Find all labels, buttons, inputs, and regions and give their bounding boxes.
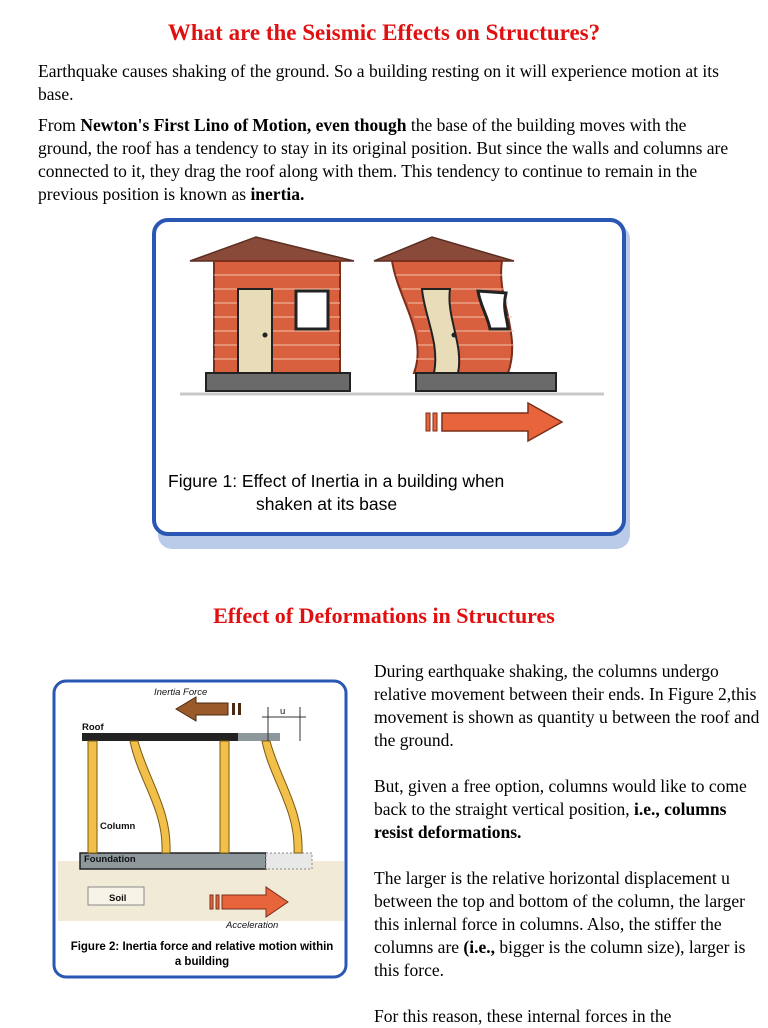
r2-bold: i.e., columns resist deformations. xyxy=(374,799,727,842)
r3-tail: bigger is the column size), larger is this force. xyxy=(374,937,746,980)
label-inertia-force: Inertia Force xyxy=(154,687,208,698)
figure-2-caption-line-2: a building xyxy=(174,956,230,968)
label-acceleration: Acceleration xyxy=(226,920,279,931)
right-paragraph-3 xyxy=(374,867,762,982)
column-straight-right xyxy=(220,741,229,853)
p2-mid: the base of the building moves with the ground, the roof has a tendency to stay in its original position. But since the walls and columns are connected to it, they drag the roof along with them. This tendency to continue to remain in the previous position is known as xyxy=(38,115,729,204)
figure-1-caption xyxy=(168,470,608,516)
intro-paragraph-2 xyxy=(38,114,738,206)
right-paragraph-4: For this reason, these internal forces in the xyxy=(374,1006,672,1026)
house-upright xyxy=(190,237,354,391)
roof-displaced xyxy=(238,733,280,741)
page-title: What are the Seismic Effects on Structures? xyxy=(167,20,601,45)
p2-lead: From xyxy=(38,115,81,135)
foundation-deformed xyxy=(416,373,556,391)
r3-bold: (i.e., xyxy=(463,937,496,957)
label-soil: Soil xyxy=(109,893,127,904)
figure-2-caption xyxy=(58,940,346,970)
figure-1-caption-line-2: shaken at its base xyxy=(256,494,398,514)
p2-bold-newton: Newton's First Lino of Motion, even though xyxy=(80,115,407,135)
figure-2-caption-line-1: Figure 2: Inertia force and relative motion within xyxy=(70,941,334,953)
r3-lead: The larger is the relative horizontal displacement u between the top and bottom of the column, the larger this inlernal force in columns. Also, the stiffer the columns are xyxy=(374,868,745,957)
door-upright xyxy=(238,289,272,373)
foundation-displaced xyxy=(266,853,312,869)
foundation-upright xyxy=(206,373,350,391)
label-u: u xyxy=(280,706,286,717)
column-straight-left xyxy=(88,741,97,853)
figure-1-caption-line-1: Figure 1: Effect of Inertia in a building when xyxy=(168,471,505,491)
right-paragraph-1: During earthquake shaking, the columns undergo relative movement between their ends. In Figure 2,this movement is shown as quantity u between the roof and the ground. xyxy=(374,661,760,750)
label-foundation: Foundation xyxy=(84,854,136,865)
p2-bold-inertia: inertia. xyxy=(250,184,305,204)
section-heading-deformations: Effect of Deformations in Structures xyxy=(213,603,555,628)
label-roof: Roof xyxy=(82,722,104,733)
label-column: Column xyxy=(100,821,136,832)
intro-paragraph-1: Earthquake causes shaking of the ground. So a building resting on it will experience motion at its base. xyxy=(38,61,719,104)
r2-lead: But, given a free option, columns would like to come back to the straight vertical position, xyxy=(374,776,747,819)
right-paragraph-2 xyxy=(374,775,762,844)
window-upright xyxy=(296,291,328,329)
